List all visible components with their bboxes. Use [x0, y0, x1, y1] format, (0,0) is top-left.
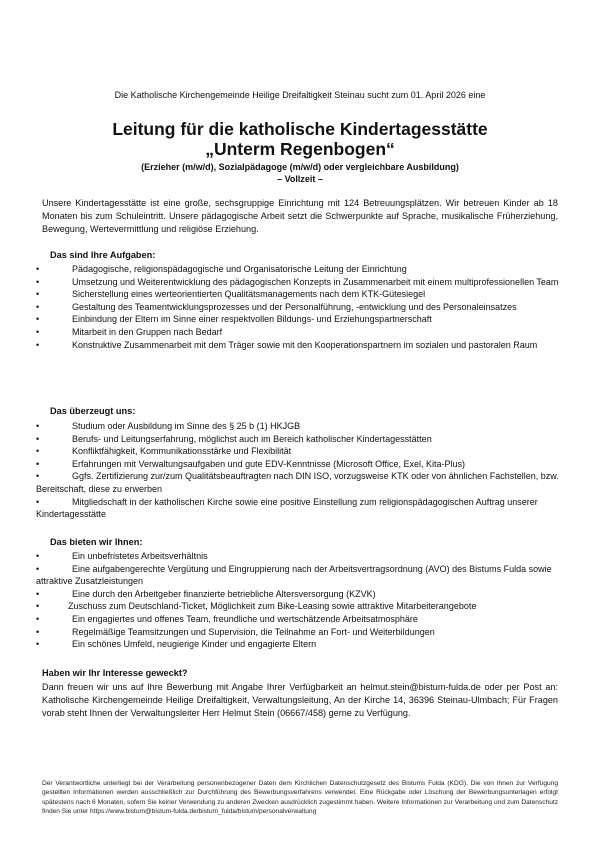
contact-paragraph: Dann freuen wir uns auf Ihre Bewerbung mit Angabe Ihrer Verfügbarkeit an helmut.stein@bistum-fulda.de oder per Post an: Katholische Kirchengemeinde Heilige Dreifaltigkeit, Verwaltungsleitung, An der Kirche 14, 36396 Steinau-Ulmbach; Für Fragen vorab steht Ihnen der Verwaltungsleiter Herr Helmut Stein (06667/458) gerne zu Verfügung. — [42, 682, 558, 719]
page-subtitle — [0, 161, 600, 185]
list-item: • Ein schönes Umfeld, neugierige Kinder und engagierte Eltern — [36, 638, 560, 651]
title-line-1: Leitung für die katholische Kindertagesstätte — [112, 119, 488, 139]
list-item: • Pädagogische, religionspädagogische und Organisatorische Leitung der Einrichtung — [36, 263, 560, 276]
list-item: • Mitarbeit in den Gruppen nach Bedarf — [36, 326, 560, 339]
contact-heading: Haben wir Ihr Interesse geweckt? — [42, 668, 188, 678]
list-item: • Konstruktive Zusammenarbeit mit dem Träger sowie mit den Kooperationspartnern im sozialen und pastoralen Raum — [36, 339, 560, 352]
list-item: • Eine aufgabengerechte Vergütung und Eingruppierung nach der Arbeitsvertragsordnung (AVO) des Bistums Fulda sowie attraktive Zusatzleistungen — [36, 563, 560, 588]
intro-line: Die Katholische Kirchengemeinde Heilige Dreifaltigkeit Steinau sucht zum 01. April 2026 eine — [114, 90, 486, 100]
list-item: • Umsetzung und Weiterentwicklung des pädagogischen Konzepts in Zusammenarbeit mit einem multiprofessionellen Team — [36, 276, 560, 289]
list-item: • Einbindung der Eltern im Sinne einer respektvollen Bildungs- und Erziehungspartnerschaft — [36, 313, 560, 326]
list-item: • Erfahrungen mit Verwaltungsaufgaben und gute EDV-Kenntnisse (Microsoft Office, Exel, Kita-Plus) — [36, 458, 560, 471]
list-item: • Regelmäßige Teamsitzungen und Supervision, die Teilnahme an Fort- und Weiterbildungen — [36, 626, 560, 639]
list-item: • Mitgliedschaft in der katholischen Kirche sowie eine positive Einstellung zum religionspädagogischen Auftrag unserer Kindertagesstätte — [36, 496, 560, 521]
list-item: • Konfliktfähigkeit, Kommunikationsstärke und Flexibilität — [36, 445, 560, 458]
list-item: • Zuschuss zum Deutschland-Ticket, Möglichkeit zum Bike-Leasing sowie attraktive Mitarbeiterangebote — [36, 600, 560, 613]
page-title — [0, 119, 600, 159]
subtitle-line-1: (Erzieher (m/w/d), Sozialpädagoge (m/w/d) oder vergleichbare Ausbildung) — [141, 162, 459, 172]
list-item: • Sicherstellung eines werteorientierten Qualitätsmanagements nach dem KTK-Gütesiegel — [36, 288, 560, 301]
list-item: • Ein unbefristetes Arbeitsverhältnis — [36, 550, 560, 563]
list-item: • Eine durch den Arbeitgeber finanzierte betriebliche Altersversorgung (KZVK) — [36, 588, 560, 601]
offer-heading: Das bieten wir Ihnen: — [50, 537, 143, 547]
privacy-footer: Der Verantwortliche unterliegt bei der Verarbeitung personenbezogener Daten dem Kirchlichen Datenschutzgesetz des Bistums Fulda (KDG). Die von Ihnen zur Verfügung gestellten Informationen werden ausschließlich zur Durchführung des Bewerbungsverfahrens verwendet. Eine Rückgabe oder Löschung der Bewerbungsunterlagen erfolgt spätestens nach 6 Monaten, sofern Sie keiner Verwendung zu anderen Zwecken ausdrücklich zugestimmt haben. Weitere Informationen zur Verarbeitung und zum Datenschutz finden Sie unter https://www.bistum@bistum-fulda.de/bistum_fulda/bistum/personalverwaltung — [42, 780, 558, 816]
offer-list — [36, 550, 560, 651]
list-item: • Ggfs. Zertifizierung zur/zum Qualitätsbeauftragten nach DIN ISO, vorzugsweise KTK oder von ähnlichen Fachstellen, bzw. Bereitschaft, diese zu erwerben — [36, 470, 560, 495]
tasks-heading: Das sind Ihre Aufgaben: — [50, 250, 156, 260]
list-item: • Ein engagiertes und offenes Team, freundliche und wertschätzende Arbeitsatmosphäre — [36, 613, 560, 626]
title-line-2: „Unterm Regenbogen“ — [205, 139, 395, 159]
convince-heading: Das überzeugt uns: — [50, 406, 136, 416]
convince-list — [36, 420, 560, 521]
list-item: • Gestaltung des Teamentwicklungsprozesses und der Personalführung, -entwicklung und des Personaleinsatzes — [36, 301, 560, 314]
tasks-list — [36, 263, 560, 351]
list-item: • Studium oder Ausbildung im Sinne des § 25 b (1) HKJGB — [36, 420, 560, 433]
subtitle-line-2: – Vollzeit – — [277, 174, 323, 184]
description-paragraph: Unsere Kindertagesstätte ist eine große, sechsgruppige Einrichtung mit 124 Betreuungsplätzen. Wir betreuen Kinder ab 18 Monaten bis zum Schuleintritt. Unsere pädagogische Arbeit setzt die Schwerpunkte auf Sprache, musikalische Früherziehung, Bewegung, Wertevermittlung und religiöse Erziehung. — [42, 198, 558, 235]
list-item: • Berufs- und Leitungserfahrung, möglichst auch im Bereich katholischer Kindertagesstätten — [36, 433, 560, 446]
